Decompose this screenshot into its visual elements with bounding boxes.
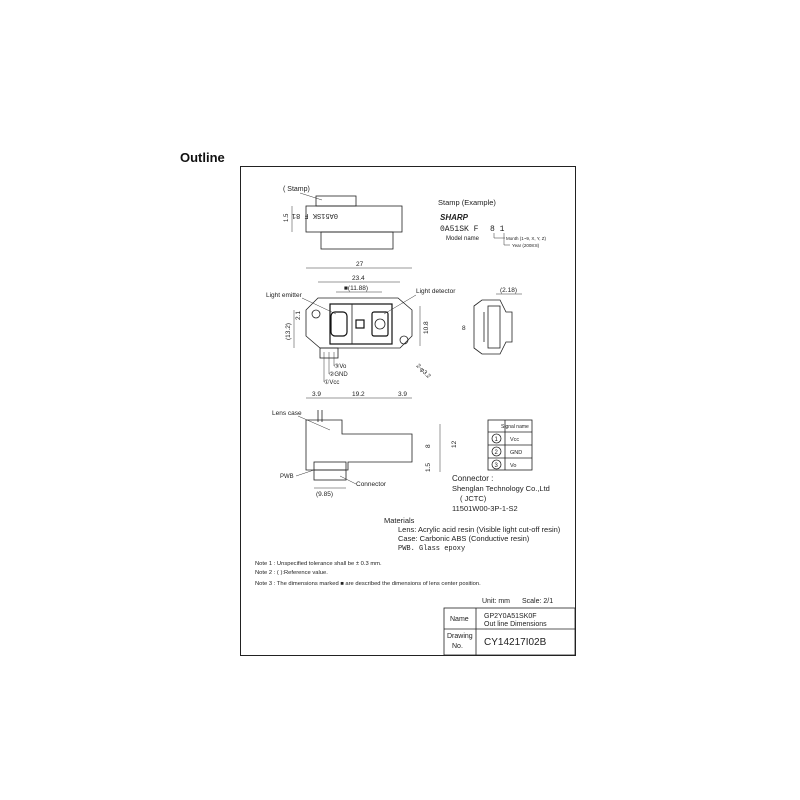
materials-lens: Lens: Acrylic acid resin (Visible light cut-off resin) — [398, 525, 561, 534]
materials-title: Materials — [384, 516, 415, 525]
materials — [384, 516, 561, 553]
name-value-2: Out line Dimensions — [484, 621, 547, 628]
year-label: Year (2008:8) — [512, 243, 540, 248]
note-1: Note 1 : Unspecified tolerance shall be ± 0.3 mm. — [255, 561, 382, 567]
lens-case-leader — [298, 416, 330, 430]
dim-1-5: 1.5 — [425, 462, 432, 472]
name-value-1: GP2Y0A51SK0F — [484, 613, 537, 620]
title-block — [444, 598, 575, 655]
model-name-label: Model name — [446, 236, 480, 242]
pin3-signal: Vo — [510, 463, 517, 469]
dim-27: 27 — [356, 261, 364, 268]
signal-table-header: Signal name — [501, 424, 529, 430]
dim-11-88: ■(11.88) — [344, 285, 369, 292]
stamp-example — [438, 198, 546, 248]
pin1-number: 1 — [494, 437, 498, 443]
stamp-text: 0A51SK F 81 — [291, 211, 338, 219]
dim-3-9-left: 3.9 — [312, 391, 322, 398]
dim-3-9-right: 3.9 — [398, 391, 408, 398]
front-view-connector — [314, 462, 346, 480]
stamp-view — [283, 186, 402, 249]
side-view-lens-block — [488, 306, 500, 348]
detector-lens — [372, 312, 388, 336]
dim-2-1: 2.1 — [295, 310, 302, 320]
hole-dim: 2-φ3.2 — [414, 363, 432, 380]
stamp-code-chars: 8 1 — [490, 225, 505, 234]
pwb-label: PWB — [280, 474, 294, 480]
name-label: Name — [450, 616, 469, 623]
signal-table — [488, 420, 532, 470]
dim-10-8: 10.8 — [423, 321, 430, 334]
center-mark — [356, 320, 364, 328]
connector-title: Connector : — [452, 474, 494, 483]
front-view-outline — [306, 420, 412, 470]
side-view — [462, 287, 522, 354]
stamp-leader — [300, 193, 322, 200]
stamp-top-tab — [316, 196, 356, 206]
pin3-number: 3 — [494, 463, 498, 469]
dim-12: 12 — [451, 440, 458, 448]
mount-hole-right — [400, 336, 408, 344]
dim-19-2: 19.2 — [352, 391, 365, 398]
stamp-base — [321, 232, 393, 249]
detector-window — [375, 319, 385, 329]
sharp-logo: SHARP — [440, 213, 469, 222]
materials-pwb: PWB. Glass epoxy — [398, 545, 466, 553]
lens-body — [330, 304, 392, 344]
pin2-label: ②GND — [329, 372, 348, 378]
note-2: Note 2 : ( ):Reference value. — [255, 570, 328, 576]
mount-hole-left — [312, 310, 320, 318]
notes — [255, 561, 481, 587]
drawing-number: CY14217I02B — [484, 637, 547, 648]
side-view-outline — [474, 300, 512, 354]
lens-case-label: Lens case — [272, 410, 302, 417]
note-3: Note 3 : The dimensions marked ■ are described the dimensions of lens center position. — [255, 581, 481, 587]
drawing-label: Drawing — [447, 633, 473, 640]
materials-case: Case: Carbonic ABS (Conductive resin) — [398, 534, 530, 543]
stamp-example-title: Stamp (Example) — [438, 198, 496, 207]
pin3-label: ③Vo — [334, 364, 347, 370]
pwb-leader — [296, 470, 314, 476]
stamp-dim-1-5: 1.5 — [284, 213, 290, 222]
stamp-model-line: 0A51SK F — [440, 225, 479, 234]
dim-front-8: 8 — [425, 444, 432, 448]
top-view — [266, 261, 456, 386]
connector-info — [452, 474, 550, 513]
connector-part: 11501W00-3P-1-S2 — [452, 504, 518, 513]
emitter-lens — [331, 312, 347, 336]
front-view — [272, 391, 458, 498]
top-view-outline — [306, 298, 412, 348]
drawing-no-label: No. — [452, 643, 463, 650]
dim-2-18: (2.18) — [500, 287, 517, 294]
scale-label: Scale: 2/1 — [522, 598, 554, 605]
month-label: Month (1~9, X, Y, Z) — [506, 236, 546, 241]
dim-23-4: 23.4 — [352, 275, 365, 282]
connector-maker: Shenglan Technology Co.,Ltd — [452, 484, 550, 493]
side-dim-8: 8 — [462, 325, 466, 332]
unit-label: Unit: mm — [482, 598, 510, 605]
pin2-signal: GND — [510, 450, 523, 456]
dim-9-85: (9.85) — [316, 491, 333, 498]
pin1-signal: Vcc — [510, 437, 520, 443]
light-emitter-label: Light emitter — [266, 292, 302, 299]
stamp-label: ( Stamp) — [283, 186, 310, 193]
outline-heading: Outline — [180, 150, 225, 165]
pin1-label: ①Vcc — [324, 380, 340, 386]
connector-abbr: ( JCTC) — [460, 494, 487, 503]
light-detector-label: Light detector — [416, 288, 456, 295]
dim-13-2: (13.2) — [285, 323, 292, 340]
connector-label: Connector — [356, 481, 386, 488]
pin2-number: 2 — [494, 450, 498, 456]
